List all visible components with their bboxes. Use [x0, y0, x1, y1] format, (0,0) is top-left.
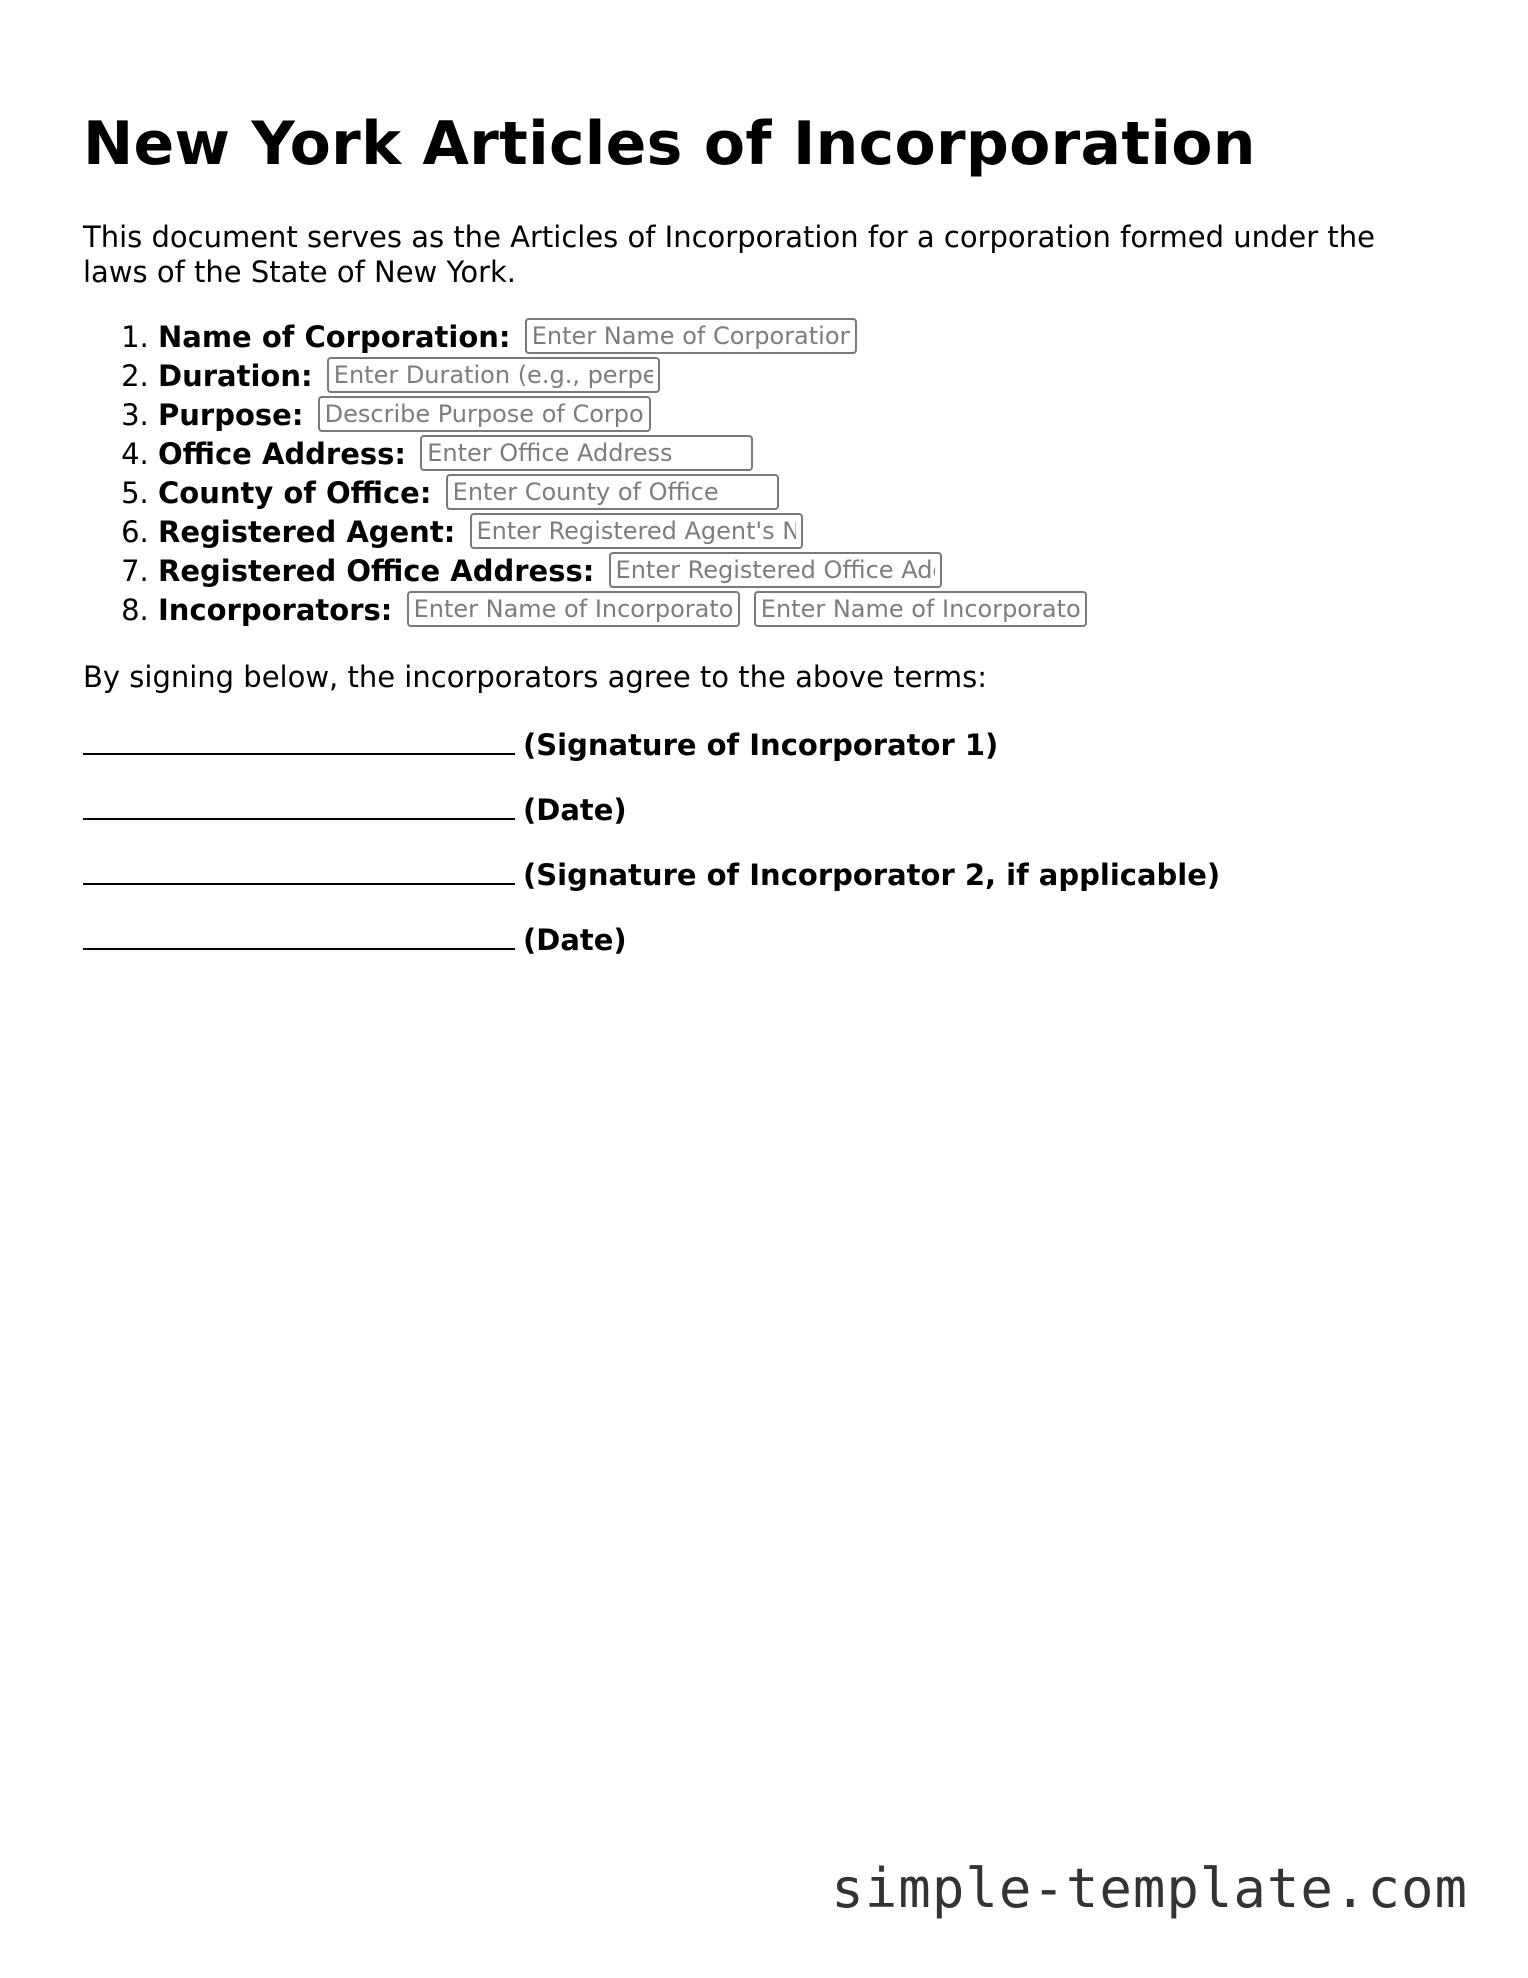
field-item-incorporators: [158, 591, 1087, 630]
signature-line-date-2: [83, 920, 627, 958]
field-label: Purpose:: [158, 398, 304, 432]
office-address-input[interactable]: [420, 435, 753, 471]
field-item-office-address: [158, 435, 1087, 474]
field-item-duration: [158, 357, 1087, 396]
fields-list: [83, 318, 1087, 630]
signature-line-incorporator-1: [83, 725, 998, 763]
registered-agent-input[interactable]: [470, 513, 803, 549]
purpose-input[interactable]: [318, 396, 651, 432]
incorporator-1-input[interactable]: [407, 591, 740, 627]
field-item-purpose: [158, 396, 1087, 435]
field-label: Registered Agent:: [158, 515, 456, 549]
signature-blank[interactable]: [83, 725, 515, 755]
signature-line-incorporator-2: [83, 855, 1220, 893]
duration-input[interactable]: [327, 357, 660, 393]
field-label: Duration:: [158, 359, 313, 393]
document-title: New York Articles of Incorporation: [83, 109, 1256, 179]
signature-label: (Signature of Incorporator 2, if applicable): [523, 858, 1221, 892]
field-item-name-of-corporation: [158, 318, 1087, 357]
closing-statement: By signing below, the incorporators agree to the above terms:: [83, 660, 987, 694]
signature-line-date-1: [83, 790, 627, 828]
incorporator-2-input[interactable]: [754, 591, 1087, 627]
field-label: Registered Office Address:: [158, 554, 595, 588]
field-label: Incorporators:: [158, 593, 393, 627]
county-of-office-input[interactable]: [446, 474, 779, 510]
field-label: County of Office:: [158, 476, 432, 510]
field-item-registered-office-address: [158, 552, 1087, 591]
field-label: Office Address:: [158, 437, 407, 471]
registered-office-address-input[interactable]: [609, 552, 942, 588]
signature-blank[interactable]: [83, 855, 515, 885]
field-item-registered-agent: [158, 513, 1087, 552]
signature-label: (Date): [523, 923, 627, 957]
field-label: Name of Corporation:: [158, 320, 511, 354]
intro-paragraph: This document serves as the Articles of Incorporation for a corporation formed under the laws of the State of New York.: [83, 220, 1375, 289]
date-blank[interactable]: [83, 920, 515, 950]
site-watermark: simple-template.com: [831, 1857, 1468, 1920]
signature-label: (Signature of Incorporator 1): [523, 728, 999, 762]
name-of-corporation-input[interactable]: [525, 318, 857, 354]
date-blank[interactable]: [83, 790, 515, 820]
field-item-county-of-office: [158, 474, 1087, 513]
signature-label: (Date): [523, 793, 627, 827]
